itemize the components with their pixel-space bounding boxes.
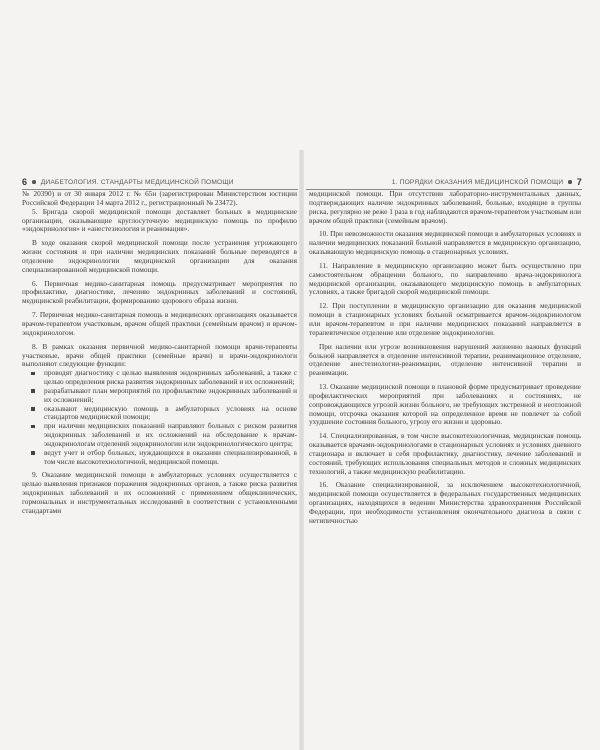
square-bullet-icon (31, 372, 35, 376)
list-item-text: проводят диагностику с целью выявления эндокринных заболеваний, а также с целью определения риска развития эндокринных заболеваний и их осложнений; (44, 368, 297, 387)
list-item (22, 369, 297, 387)
square-bullet-icon (31, 425, 35, 429)
square-bullet-icon (31, 389, 35, 393)
header-bullet-icon (32, 180, 36, 184)
list-item (22, 405, 297, 423)
left-running-head: ДИАБЕТОЛОГИЯ. СТАНДАРТЫ МЕДИЦИНСКОЙ ПОМОЩИ (40, 178, 234, 186)
list-item-text: оказывают медицинскую помощь в амбулаторных условиях на основе стандартов медицинской помощи; (44, 403, 297, 422)
functions-list (22, 369, 297, 466)
list-item (22, 449, 297, 467)
paragraph: 14. Специализированная, в том числе высокотехнологичная, медицинская помощь оказывается врачами-эндокринологами в стационарных условиях и условиях дневного стационара и включает в себя профилактику, диагностику, лечение заболеваний и состояний, требующих использования специальных методов и сложных медицинских технологий, а также медицинскую реабилитацию. (309, 431, 581, 476)
square-bullet-icon (31, 451, 35, 455)
right-page-text (309, 190, 581, 526)
paragraph: 8. В рамках оказания первичной медико-санитарной помощи врачи-терапевты участковые, врачи общей практики (семейные врачи) и врачи-эндокринологи выполняют следующие функции: (22, 341, 297, 369)
left-page-number: 6 (22, 177, 28, 187)
square-bullet-icon (31, 407, 35, 411)
list-item (22, 422, 297, 449)
paragraph: 11. Направление в медицинскую организацию может быть осуществлено при самостоятельном обращении больного, по направлению врача-эндокринолога медицинской организации, оказывающего медицинскую помощь в амбулаторных условиях, а также бригадой скорой медицинской помощи. (309, 260, 581, 297)
paragraph: медицинской помощи. При отсутствии лабораторно-инструментальных данных, подтверждающих наличие эндокринных заболеваний, больные, входящие в группы риска, регулярно не реже 1 раза в год наблюдаются врачом-терапевтом участковым или врачом общей практики (семейным врачом). (309, 189, 581, 225)
list-item-text: ведут учет и отбор больных, нуждающихся в оказании специализированной, в том числе высокотехнологичной, медицинской помощи. (44, 447, 297, 466)
list-item-text: разрабатывают план мероприятий по профилактике эндокринных заболеваний и их осложнений; (44, 385, 297, 404)
list-item (22, 387, 297, 405)
left-page-text (22, 190, 297, 516)
paragraph: В ходе оказания скорой медицинской помощи после устранения угрожающего жизни состояния и при наличии медицинских показаний больные переводятся в отделение эндокринологии медицинской организации для оказания специализированной медицинской помощи. (22, 238, 297, 274)
paragraph: 5. Бригада скорой медицинской помощи доставляет больных в медицинские организации, оказывающие круглосуточную медицинскую помощь по профилю «эндокринология» и «анестезиология и реанимация». (22, 206, 297, 234)
paragraph: № 20390) и от 30 января 2012 г. № 65н (зарегистрирован Министерством юстиции Российской Федерации 14 марта 2012 г., регистрационный № 23472). (22, 189, 297, 207)
list-item-text: при наличии медицинских показаний направляют больных с риском развития эндокринных заболеваний и их осложнений на обследование к врачам-эндокринологам отделений эндокринологии или эндокринологического центра; (44, 421, 297, 448)
header-bullet-icon (568, 180, 572, 184)
paragraph: 10. При невозможности оказания медицинской помощи в амбулаторных условиях и наличии медицинских показаний больной направляется в медицинскую организацию, оказывающую медицинскую помощь в стационарных условиях. (309, 229, 581, 257)
right-running-header (306, 175, 582, 190)
right-running-head: 1. ПОРЯДКИ ОКАЗАНИЯ МЕДИЦИНСКОЙ ПОМОЩИ (391, 178, 564, 186)
paragraph: 9. Оказание медицинской помощи в амбулаторных условиях осуществляется с целью выявления признаков поражения эндокринных органов, а также риска развития эндокринных заболеваний и их осложнений с применением общеклинических, гормональных и инструментальных исследований в соответствии с установленными стандартами (22, 470, 297, 515)
paragraph: 12. При поступлении в медицинскую организацию для оказания медицинской помощи в стационарных условиях больной осматривается врачом-эндокринологом или врачом-терапевтом и при наличии медицинских показаний направляется в терапевтическое отделение или отделение эндокринологии. (309, 301, 581, 337)
paragraph: При наличии или угрозе возникновения нарушений жизненно важных функций больной направляется в отделение интенсивной терапии, реанимационное отделение, отделение анестезиологии-реанимации, отделение интенсивной терапии и реанимации. (309, 341, 581, 378)
right-page-number: 7 (576, 177, 582, 187)
left-running-header (22, 175, 298, 190)
book-gutter (299, 150, 304, 750)
paragraph: 16. Оказание специализированной, за исключением высокотехнологичной, медицинской помощи осуществляется в федеральных государственных медицинских организациях, находящихся в ведении Министерства здравоохранения Российской Федерации, при необходимости установления окончательного диагноза в связи с нетипичностью (309, 480, 581, 525)
paragraph: 6. Первичная медико-санитарная помощь предусматривает мероприятия по профилактике, диагностике, лечению эндокринных заболеваний и состояний, медицинской реабилитации, формированию здорового образа жизни. (22, 278, 297, 306)
paragraph: 13. Оказание медицинской помощи в плановой форме предусматривает проведение профилактических мероприятий при заболеваниях и состояниях, не сопровождающихся угрозой жизни больного, не требующих экстренной и неотложной помощи, отсрочка оказания которой на определенное время не повлечет за собой ухудшение состояния больного, угрозу его жизни и здоровью. (309, 382, 581, 427)
paragraph: 7. Первичная медико-санитарная помощь в медицинских организациях оказывается врачом-терапевтом участковым, врачом общей практики (семейным врачом) и врачом-эндокринологом. (22, 310, 297, 337)
